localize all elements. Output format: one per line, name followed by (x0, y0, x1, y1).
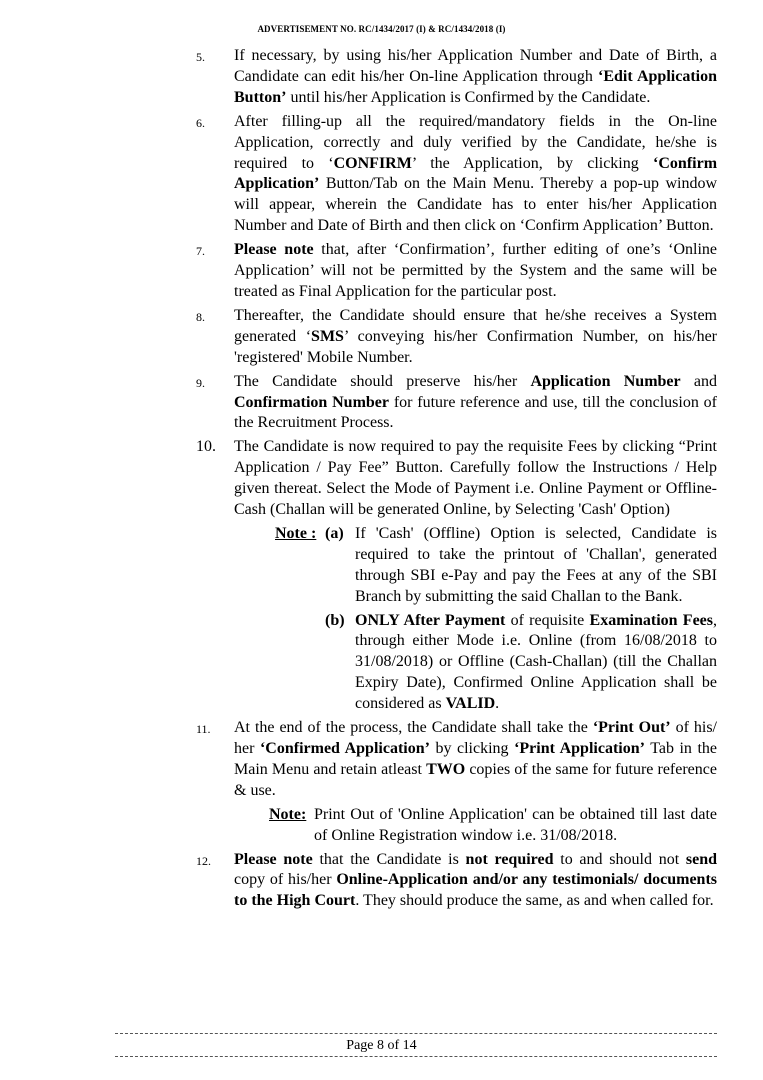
text-segment: ‘Print Application’ (514, 740, 645, 757)
text-segment: ’ conveying his/her Confirmation Number, on his/her 'registered' Mobile Number. (234, 327, 717, 366)
text-segment: At the end of the process, the Candidate shall take the (234, 719, 593, 737)
footer-divider-bottom (115, 1056, 717, 1057)
text-segment: Application Number (530, 372, 681, 390)
instruction-list (196, 46, 717, 915)
note-subitem (234, 524, 717, 608)
text-segment: ‘Confirmed Application’ (259, 740, 430, 757)
text-segment: If necessary, by using his/her Application Number and Date of Birth, a Candidate can edit his/her On-line Application through (234, 47, 717, 85)
text-segment: that the Candidate is (312, 850, 466, 868)
text-segment: ‘Print Out’ (592, 719, 671, 737)
text-segment: SMS (311, 327, 344, 345)
item-text (234, 718, 717, 802)
text-segment: Online-Application and/or any testimonials/ documents to the High Court (234, 871, 717, 910)
text-segment: The Candidate should preserve his/her (234, 372, 531, 390)
text-segment: The Candidate is now required to pay the requisite Fees by clicking “Print Application / Pay Fee” Button. Carefully follow the Instructions / Help given thereat. Select the Mode of Payment i.e. Online Payment or Offline-Cash (Challan will be generated Online, by Selecting 'Cash' Option) (234, 438, 717, 519)
text-segment: Thereafter, the Candidate should ensure that he/she receives a System generated ‘ (234, 306, 717, 345)
list-item (196, 306, 717, 369)
text-segment: . (495, 695, 500, 713)
item-number: 6. (196, 115, 205, 130)
text-segment: ‘Edit Application Button’ (234, 67, 717, 106)
text-segment: copy of his/her (234, 871, 337, 889)
item-text (234, 850, 717, 913)
note-sub-label: (a) (325, 524, 344, 542)
text-segment: Please note (234, 850, 313, 868)
text-segment: until his/her Application is Confirmed by the Candidate. (286, 88, 651, 106)
text-segment: Confirmation Number (234, 393, 390, 411)
text-segment: VALID (445, 695, 496, 713)
item-text (234, 372, 717, 435)
list-item (196, 850, 717, 913)
text-segment: If 'Cash' (Offline) Option is selected, Candidate is required to take the printout of 'Challan', generated through SBI e-Pay and pay the Fees at any of the SBI Branch by submitting the said Challan to the Bank. (355, 524, 717, 605)
text-segment: ‘Confirm Application’ (234, 154, 718, 193)
list-item (196, 372, 717, 435)
text-segment: , through either Mode i.e. Online (from 16/08/2018 to 31/08/2018) or Offline (Cash-Challan) (till the Challan Expiry Date), Confirmed Online Application shall be considered as (355, 611, 718, 713)
text-segment: ’ the Application, by clicking (411, 154, 654, 172)
text-segment: copies of the same for future reference & use. (234, 760, 717, 799)
list-item (196, 718, 717, 846)
item-number: 8. (196, 309, 205, 324)
note-subitem (234, 611, 717, 716)
list-item (196, 46, 717, 109)
text-segment: for future reference and use, till the conclusion of the Recruitment Process. (234, 393, 717, 432)
text-segment: of requisite (505, 611, 590, 629)
item-text (234, 437, 717, 521)
text-segment: Please note (234, 241, 314, 259)
item-number: 10. (196, 438, 216, 456)
note-label: Note: (269, 805, 307, 823)
item-text (234, 112, 717, 237)
note-label: Note : (275, 524, 317, 542)
item-number: 7. (196, 244, 205, 259)
text-segment: of his/ her (234, 719, 717, 757)
note-sub-label: (b) (325, 611, 345, 629)
item-text (234, 240, 717, 303)
text-segment: . They should produce the same, as and when called for. (355, 892, 714, 910)
text-segment: TWO (426, 760, 466, 778)
footer-divider-top (115, 1033, 717, 1034)
text-segment: by clicking (429, 740, 515, 757)
page-header: ADVERTISEMENT NO. RC/1434/2017 (I) & RC/1434/2018 (I) (257, 24, 506, 34)
text-segment: Examination Fees (589, 611, 714, 629)
text-segment: to and should not (553, 850, 686, 868)
item-text (234, 46, 717, 109)
text-segment: Tab in the Main Menu and retain atleast (234, 740, 717, 778)
text-segment: ONLY After Payment (355, 611, 506, 629)
text-segment: Print Out of 'Online Application' can be obtained till last date of Online Registration window i.e. 31/08/2018. (314, 805, 717, 844)
list-item (196, 437, 717, 715)
text-segment: not required (465, 850, 554, 868)
item-number: 5. (196, 50, 205, 64)
item-text (234, 306, 717, 369)
item-number: 12. (196, 853, 211, 868)
text-segment: After filling-up all the required/mandatory fields in the On-line Application, correctly and duly verified by the Candidate, he/she is required to ‘ (234, 112, 717, 172)
note (234, 805, 717, 847)
text-segment: that, after ‘Confirmation’, further editing of one’s ‘Online Application’ will not be permitted by the System and the same will be treated as Final Application for the particular post. (234, 241, 717, 300)
list-item (196, 240, 717, 303)
list-item (196, 112, 717, 237)
item-number: 9. (196, 375, 205, 390)
item-number: 11. (196, 722, 211, 737)
text-segment: Button/Tab on the Main Menu. Thereby a pop-up window will appear, wherein the Candidate has to enter his/her Application Number and Date of Birth and then click on ‘Confirm Application’ Button. (234, 175, 717, 235)
text-segment: CONFIRM (333, 154, 412, 172)
page-number: Page 8 of 14 (346, 1038, 417, 1053)
text-segment: send (685, 850, 718, 868)
text-segment: and (680, 372, 718, 390)
